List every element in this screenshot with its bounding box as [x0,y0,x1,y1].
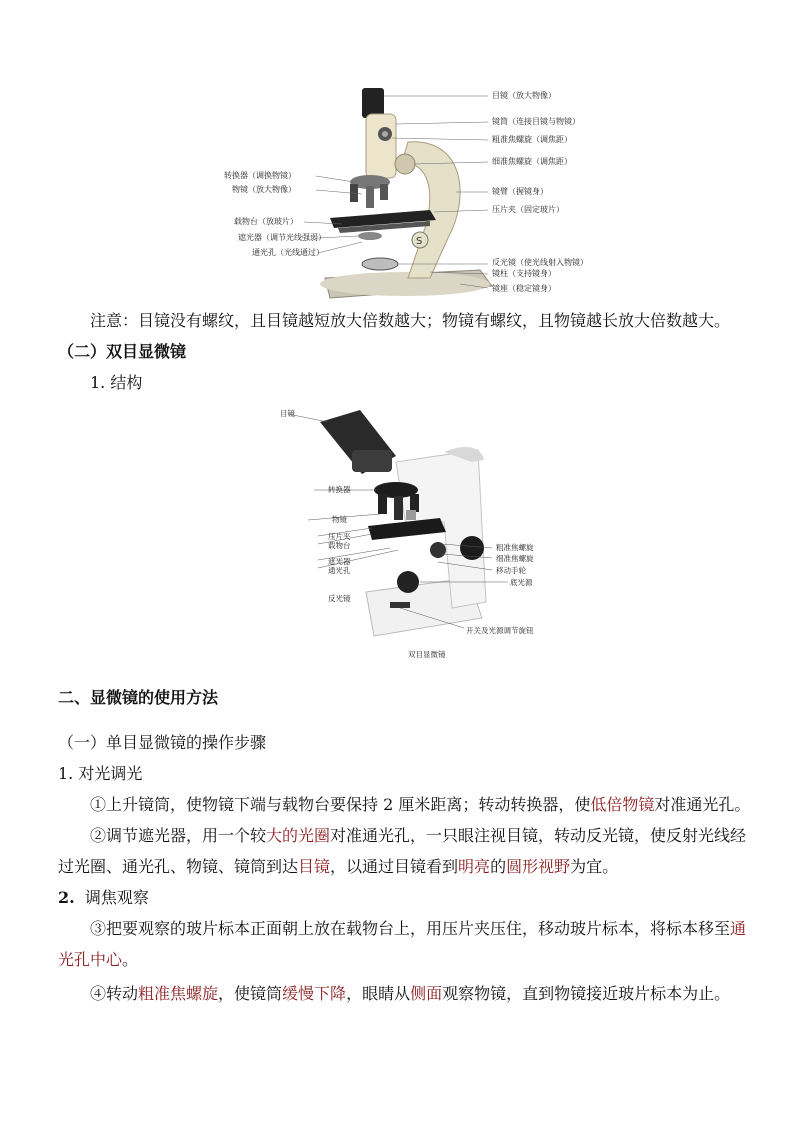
step2-p3-highlight1: 通 [730,919,747,938]
step1-p1-highlight: 低倍物镜 [590,795,655,814]
section-binocular-title: （二）双目显微镜 [58,342,187,361]
step1-paragraph2-line2 [58,851,738,882]
step2-paragraph4 [58,978,738,1009]
label-stage: 载物台（放玻片） [234,217,298,226]
step2-p3-text-b: 。 [122,950,139,969]
step2-paragraph3-line2 [58,944,738,975]
label-pillar: 镜柱（支持镜身） [492,269,556,278]
step1-p2-highlight3: 明亮 [458,857,491,876]
label-base: 镜座（稳定镜身） [492,284,556,293]
label-tube: 镜筒（连接目镜与物镜） [492,117,580,126]
step1-p2-highlight4: 圆形视野 [506,857,571,876]
label2-coarse-focus: 粗准焦螺旋 [496,543,534,552]
step2-number: 2. [58,888,75,907]
label2-light-source: 底光源 [510,578,533,587]
section2-subtitle: （一）单目显微镜的操作步骤 [58,733,267,752]
step1-p1-text-b: 对准通光孔。 [654,795,751,814]
label-clip: 压片夹（固定玻片） [492,205,564,214]
step1-p2-highlight2: 目镜 [298,857,331,876]
step1-p2-text-a: ②调节遮光器，用一个较 [90,826,267,845]
label2-stage: 载物台 [328,541,351,550]
figure-binocular-microscope [268,402,548,664]
step2-title-text: 调焦观察 [84,888,149,907]
label2-nosepiece: 转换器 [328,485,351,494]
step2-p4-text-a: ④转动 [90,984,139,1003]
step2-p4-text-c: ，眼睛从 [346,984,411,1003]
label2-objective: 物镜 [332,515,347,524]
figure2-caption: 双目显微镜 [408,650,446,659]
label2-clip: 压片夹 [328,532,351,541]
label2-diaphragm: 遮光器 [328,557,351,566]
label-eyepiece: 目镜（放大物像） [492,91,556,100]
step2-p4-highlight2: 缓慢下降 [282,984,347,1003]
step1-paragraph2-line1 [58,820,747,851]
label-nosepiece: 转换器（调换物镜） [224,171,296,180]
label2-stage-knob: 移动手轮 [496,566,526,575]
label2-switch-knob: 开关及光源调节旋钮 [466,626,534,635]
svg-text:S: S [416,236,423,247]
step1-p2-text-d: ，以通过目镜看到 [330,857,459,876]
note-paragraph: 注意：目镜没有螺纹，且目镜越短放大倍数越大；物镜有螺纹，且物镜越长放大倍数越大。 [90,311,731,330]
step1-p2-text-e: 的 [490,857,507,876]
label2-fine-focus: 细准焦螺旋 [496,554,534,563]
step2-paragraph3-line1 [58,913,747,944]
step2-p3-text-a: ③把要观察的玻片标本正面朝上放在载物台上，用压片夹压住，移动玻片标本，将标本移至 [90,919,731,938]
step1-p2-text-c: 过光圈、通光孔、物镜、镜筒到达 [58,857,299,876]
step1-p1-text-a: ①上升镜筒，使物镜下端与载物台要保持 2 厘米距离；转动转换器，使 [90,795,591,814]
label-mirror: 反光镜（使光线射入物镜） [492,258,588,267]
figure-monocular-microscope [224,78,592,300]
step2-p4-highlight3: 侧面 [410,984,443,1003]
step2-p4-highlight1: 粗准焦螺旋 [138,984,219,1003]
label-objective: 物镜（放大物像） [232,185,296,194]
step2-p3-highlight2: 光孔中心 [58,950,123,969]
section2-title: 二、显微镜的使用方法 [58,688,219,707]
step1-title: 1. 对光调光 [58,764,143,783]
step1-p2-highlight1: 大的光圈 [266,826,331,845]
binocular-microscope-illustration [268,402,548,664]
label-fine-focus: 细准焦螺旋（调焦距） [492,157,572,166]
step1-p2-text-b: 对准通光孔，一只眼注视目镜，转动反光镜，使反射光线经 [330,826,747,845]
step2-p4-text-d: 观察物镜，直到物镜接近玻片标本为止。 [442,984,731,1003]
step2-title [58,882,738,913]
step2-p4-text-b: ，使镜筒 [218,984,283,1003]
label-coarse-focus: 粗准焦螺旋（调焦距） [492,135,572,144]
label2-eyepiece: 目镜 [280,409,295,418]
step1-paragraph1 [58,789,751,820]
label-diaphragm: 遮光器（调节光线强弱） [238,233,326,242]
label-arm: 镜臂（握镜身） [492,187,548,196]
step1-p2-text-f: 为宜。 [570,857,619,876]
label2-mirror: 反光镜 [328,594,351,603]
label-aperture: 通光孔（光线通过） [252,248,324,257]
structure-item: 1. 结构 [90,373,143,392]
label2-aperture: 通光孔 [328,566,351,575]
